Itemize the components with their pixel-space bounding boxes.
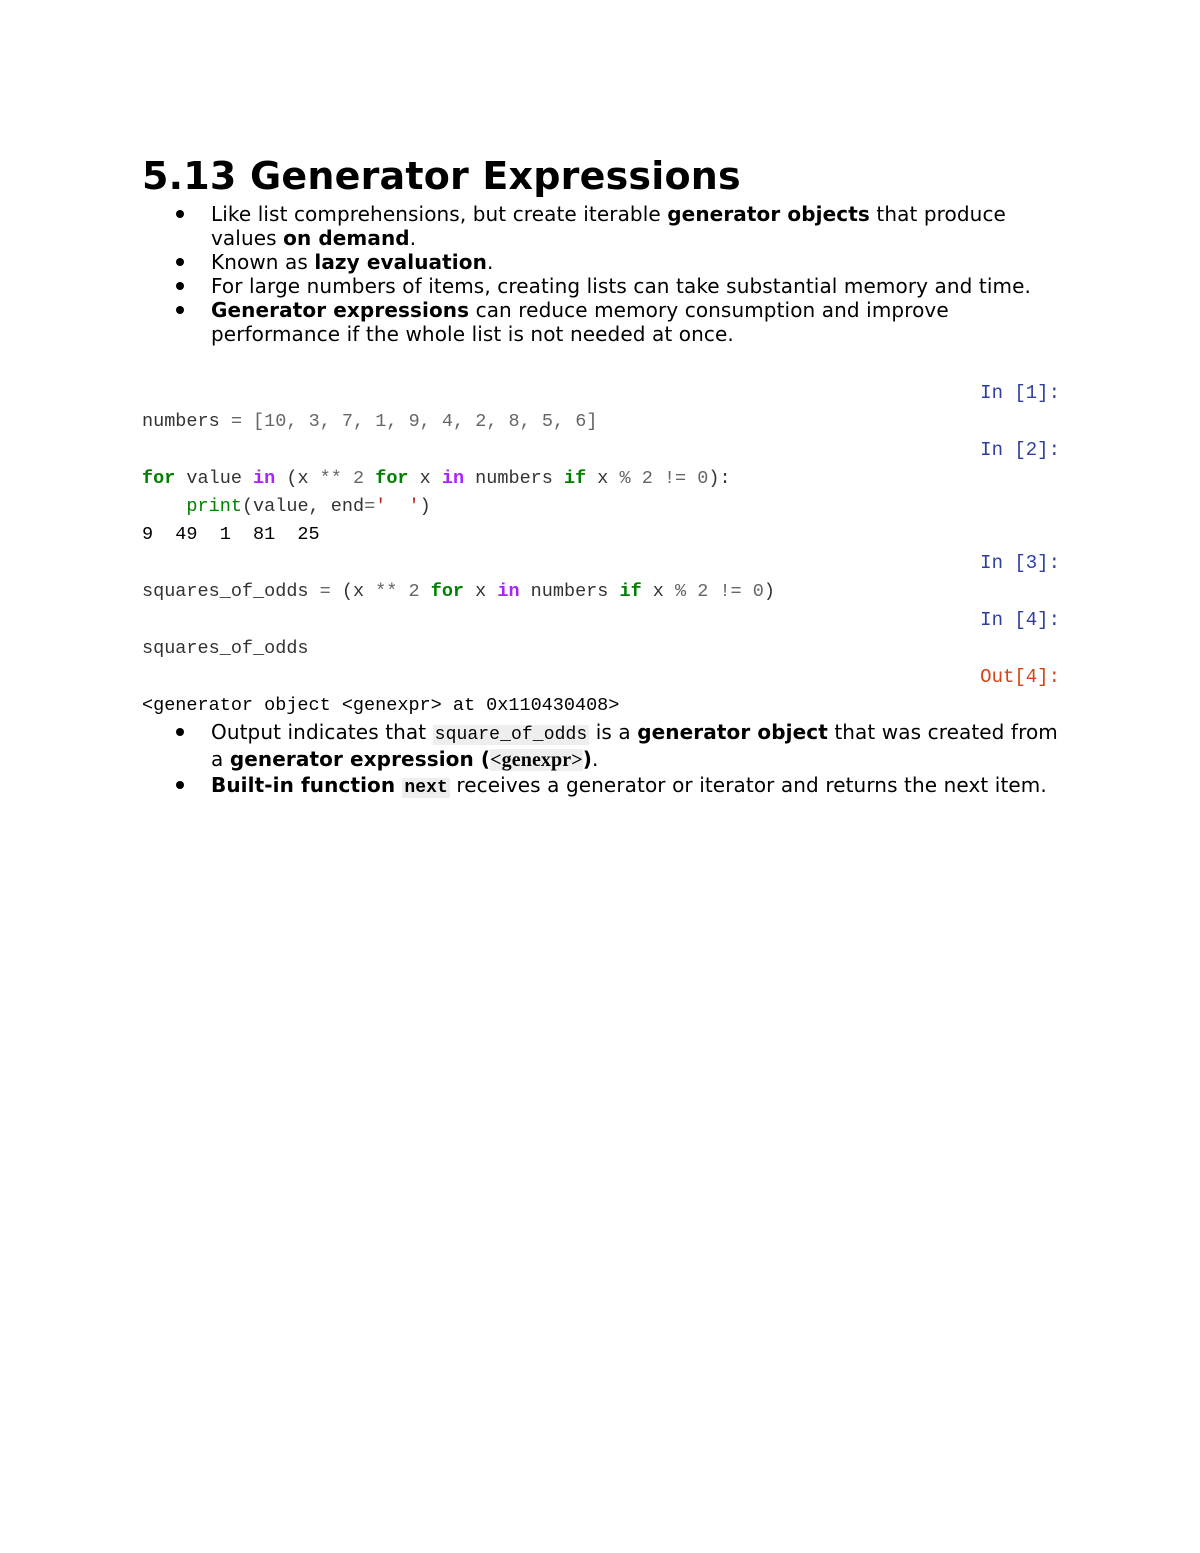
inline-code: next — [404, 778, 448, 798]
input-prompt: In [2]: — [980, 439, 1060, 461]
document-page — [142, 150, 1060, 801]
list-item — [142, 202, 1060, 250]
bullet-bold-text: Generator expressions — [211, 298, 470, 322]
inline-code: <genexpr> — [490, 749, 583, 771]
bullet-icon — [176, 781, 184, 789]
bullet-text: Known as — [211, 250, 315, 274]
outro-bullet-list — [142, 720, 1060, 800]
bullet-text: that produce values — [211, 202, 1006, 250]
bullet-text: receives a generator or iterator and returns the next item. — [449, 773, 1047, 797]
bullet-icon — [176, 282, 184, 290]
bullet-bold-text: ) — [582, 747, 592, 771]
notebook-cells — [142, 379, 1060, 720]
bullet-icon — [176, 210, 184, 218]
bullet-bold-text: Built-in function — [211, 773, 403, 797]
bullet-text: can reduce memory consumption and improve performance if the whole list is not needed at once. — [211, 298, 949, 346]
code-cell-2: for value in (x ** 2 for x in numbers if x % 2 != 0): — [142, 468, 731, 489]
bullet-bold-text: generator object — [637, 720, 828, 744]
bullet-text: . — [591, 747, 599, 771]
bullet-text: Output indicates that — [211, 720, 433, 744]
bullet-icon — [176, 306, 184, 314]
list-item — [142, 274, 1060, 298]
code-cell-4: squares_of_odds — [142, 638, 309, 659]
output-prompt: Out[4]: — [980, 666, 1060, 688]
bullet-text: For large numbers of items, creating lists can take substantial memory and time. — [211, 274, 1031, 298]
input-prompt: In [1]: — [980, 382, 1060, 404]
cell-2-output: 9 49 1 81 25 — [142, 524, 320, 545]
list-item — [142, 250, 1060, 274]
input-prompt: In [3]: — [980, 552, 1060, 574]
bullet-text: that was created from a — [211, 720, 1058, 771]
bullet-text: Like list comprehensions, but create iterable — [211, 202, 668, 226]
code-cell-2-line-2: print(value, end=' ') — [186, 496, 431, 517]
code-cell-1: numbers = [10, 3, 7, 1, 9, 4, 2, 8, 5, 6] — [142, 411, 598, 432]
code-cell-3: squares_of_odds = (x ** 2 for x in numbers if x % 2 != 0) — [142, 581, 775, 602]
bullet-bold-text: generator expression ( — [229, 747, 491, 771]
list-item — [142, 773, 1060, 800]
bullet-icon — [176, 258, 184, 266]
bullet-text: is a — [589, 720, 638, 744]
bullet-text: . — [486, 250, 494, 274]
bullet-bold-text: generator objects — [667, 202, 870, 226]
bullet-bold-text: lazy evaluation — [314, 250, 487, 274]
bullet-bold-text: on demand — [283, 226, 410, 250]
list-item — [142, 720, 1060, 772]
bullet-icon — [176, 728, 184, 736]
page-title: 5.13 Generator Expressions — [142, 154, 741, 198]
bullet-text: . — [409, 226, 417, 250]
intro-bullet-list — [142, 202, 1060, 346]
list-item — [142, 298, 1060, 346]
inline-code: square_of_odds — [434, 725, 588, 745]
input-prompt: In [4]: — [980, 609, 1060, 631]
cell-4-output: <generator object <genexpr> at 0x110430408> — [142, 695, 620, 716]
